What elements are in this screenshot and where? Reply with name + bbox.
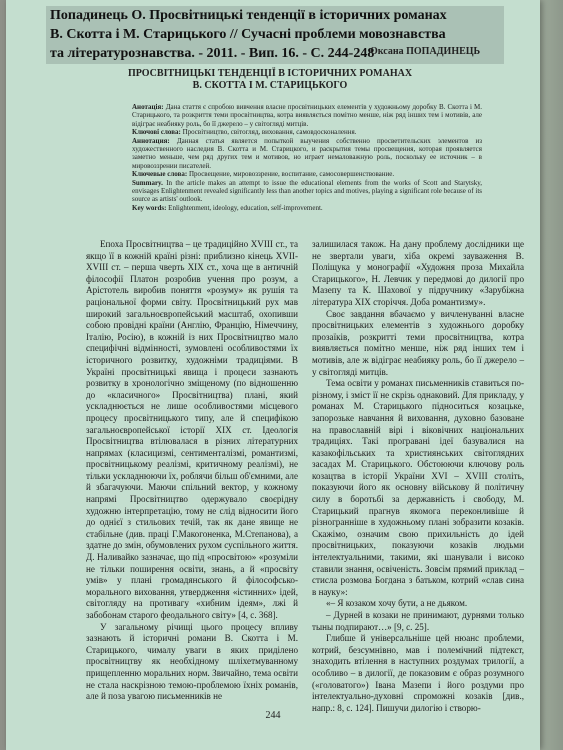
paragraph: У загальному річищі цього процесу впливу зазнають й історичні романи В. Скотта і М. Старицького, чималу уваги в яких приділено просвітництву як необхідному шліхетмуванному прищепленню моральних норм. Звичайно, тема освіти не стала наскрізною темою-проблемою їхніх романів, але й поза увагою письменників не (86, 621, 298, 702)
abstract-ua: Анотація: Дана стаття є спробою вивчення власне просвітницьких елементів у художньому доробку В. Скотта і М. Старицького, та розкриття теми просвітництва, котра виявляється помітно менше, ніж ряд інших тем і мотивів, але відіграє неабияку роль, бо її джерело – у світогляді митців. (132, 103, 483, 128)
citation-line-2: В. Скотта і М. Старицького // Сучасні проблеми мовознавства (50, 27, 446, 42)
page-number: 244 (265, 710, 281, 721)
abstract-en: Summary. In the article makes an attempt to issue the educational elements from the works of Scott and Starytsky, envisages Enlightenment revealed significantly less than another topics and motives, playing a significant role because of its source as artists' outlook. (132, 178, 483, 204)
paragraph: Глибше й універсальніше цей нюанс проблеми, котрий, безсумнівно, мав і полемічний підтекст, знаходить втілення в наступних роздумах трилогії, а особливо – в дилогії, де показовим є образ розумного («головатого») Івана Мазепи і його роздуми про інтелектуально-духовні спроможні козаків [див., напр.: 8, с. 124]. Пишучи дилогію і створю- (312, 633, 524, 713)
paragraph: Епоха Просвітництва – це традиційно XVIII ст., та якщо її в кожній країні різні: приблизно кінець XVII-XVIII ст. – перша чверть XIX ст., хоча ще в античній філософії Платон розробив учення про розум, а Арістотель виробив поняття «розуму» як рушія та раціональної форми світу. Просвітницький рух мав широкий загальноєвропейський масштаб, охопивши собою провідні країни (Англію, Францію, Німеччину, Італію, Росію), в кожній із них Просвітництво мало специфічні відмінності, зумовлені особливостями їх історичного розвитку, художніми традиціями. В Україні просвітницькі явища і процеси зазнають розвитку в хронологічно зміщеному (по відношенню до «класичного» Просвітництва) плані, який ускладнюється не лише особливостями місцевого процесу просвітницького типу, але й специфікою загальноєвропейської історії XIX ст. Ідеологія Просвітництва втілювалася в різних літературних напрямах (класицизмі, сентименталізмі, романтизмі, просвітницькому реалізмі, критичному реалізмі), не тільки ускладнюючи їх, роблячи більш об'ємними, але й збагачуючи. Маючи спільний вектор, у кожному напрямі Просвітництво одержувало своєрідну художню інтерпретацію, тому не слід відносити його до однієї з стильових течій, так як дане явище не стабільне (див. праці Г.Макогоненка, М.Степанова), а здатне до змін, обумовлених рухом суспільного життя. Д. Наливайко зазначає, що під «просвітою» «розуміли не тільки поширення освіти, знань, а й «просвіту умів» у плані громадянського й філософсько-морального виховання, утвердження «істинних» ідей, світогляду на противагу «хибним ідеям», лжі й забобонам старого феодального світу» [4, с. 368]. (86, 239, 298, 620)
body-column-right (312, 239, 524, 714)
citation-line-1: Попадинець О. Просвітницькі тенденції в історичних романах (50, 8, 447, 23)
abstract-block (132, 103, 482, 212)
keywords-ua: Ключові слова: Просвітництво, світогляд, виховання, самовдосконалення. (132, 128, 357, 137)
quote-line: «– Я козаком хочу бути, а не дьяком. (326, 598, 468, 609)
keywords-ru: Ключевые слова: Просвещение, мировоззрение, воспитание, самосовершенствование. (132, 170, 395, 179)
article-title-line-2: В. СКОТТА І М. СТАРИЦЬКОГО (192, 80, 348, 91)
paragraph: Тема освіти у романах письменників ставиться по-різному, і зміст її не скрізь однаковий. Для прикладу, у романах М. Старицького підноситься козацьке, запорозьке навчання й виховання, духовно базоване на православній вірі і віковічних національних традиціях. Такі програвані ідеї базувалися на казакофільських та християнських світоглядних засадах М. Старицького. Обстоюючи ключову роль козацтва в історії України XVI – XVIII століть, показуючи його як основну військову й політичну силу в боротьбі за державність і свободу, М. Старицький прагнув якомога переконливіше й різнограннiше в художньому плані зобразити козаків. Скажімо, означим свою прихильність до ідей просвітницьких, показуючи козаків людьми інтелектуальними, такими, які шанували і високо ставили знання, освіченість. Зовсім прямий приклад – стисла розмова Богдана з батьком, котрий «слав сина в науку»: (312, 378, 524, 597)
quote-line: – Дурней в козаки не принимают, дурнями только тыны подпирают…» [9, с. 25]. (312, 610, 524, 632)
keywords-en: Key words: Enlightenment, ideology, education, self-improvement. (132, 203, 323, 212)
document-page (6, 0, 540, 750)
abstract-ru: Аннотация: Данная статья является попыткой выучения собственно просветительских элементов из художественного наследия В. Скотта и М. Старицкого, и раскрытия темы просвещения, которая проявляется заметно меньше, чем ряд других тем и мотивов, но играет немаловажную роль, поскольку ее источник – в мировоззрении писателей. (132, 136, 482, 170)
paragraph: залишилася також. На дану проблему дослідники ще не звертали уваги, хіба окремі зауваження В. Поліщука у монографії «Художня проза Михайла Старицького», Н. Левчик у передмові до дилогії про Мазепу та К. Шахової у підручнику «Зарубіжна література XIX сторіччя. Доба романтизму». (312, 239, 524, 307)
author-name: Оксана ПОПАДИНЕЦЬ (370, 46, 481, 57)
article-title-line-1: ПРОСВІТНИЦЬКІ ТЕНДЕНЦІЇ В ІСТОРИЧНИХ РОМАНАХ (127, 68, 413, 79)
body-column-left (86, 239, 298, 703)
paragraph: Своє завдання вбачаємо у вичленуванні власне просвітницьких елементів з художнього доробку прозаїків, розкритті теми просвітництва, котра виявляється помітно менше, ніж ряд інших тем і мотивів, але ж відіграє неабияку роль, бо її джерело – у світогляді митців. (312, 308, 524, 377)
citation-line-3: та літературознавства. - 2011. - Вип. 16. - С. 244-248 (50, 46, 375, 61)
